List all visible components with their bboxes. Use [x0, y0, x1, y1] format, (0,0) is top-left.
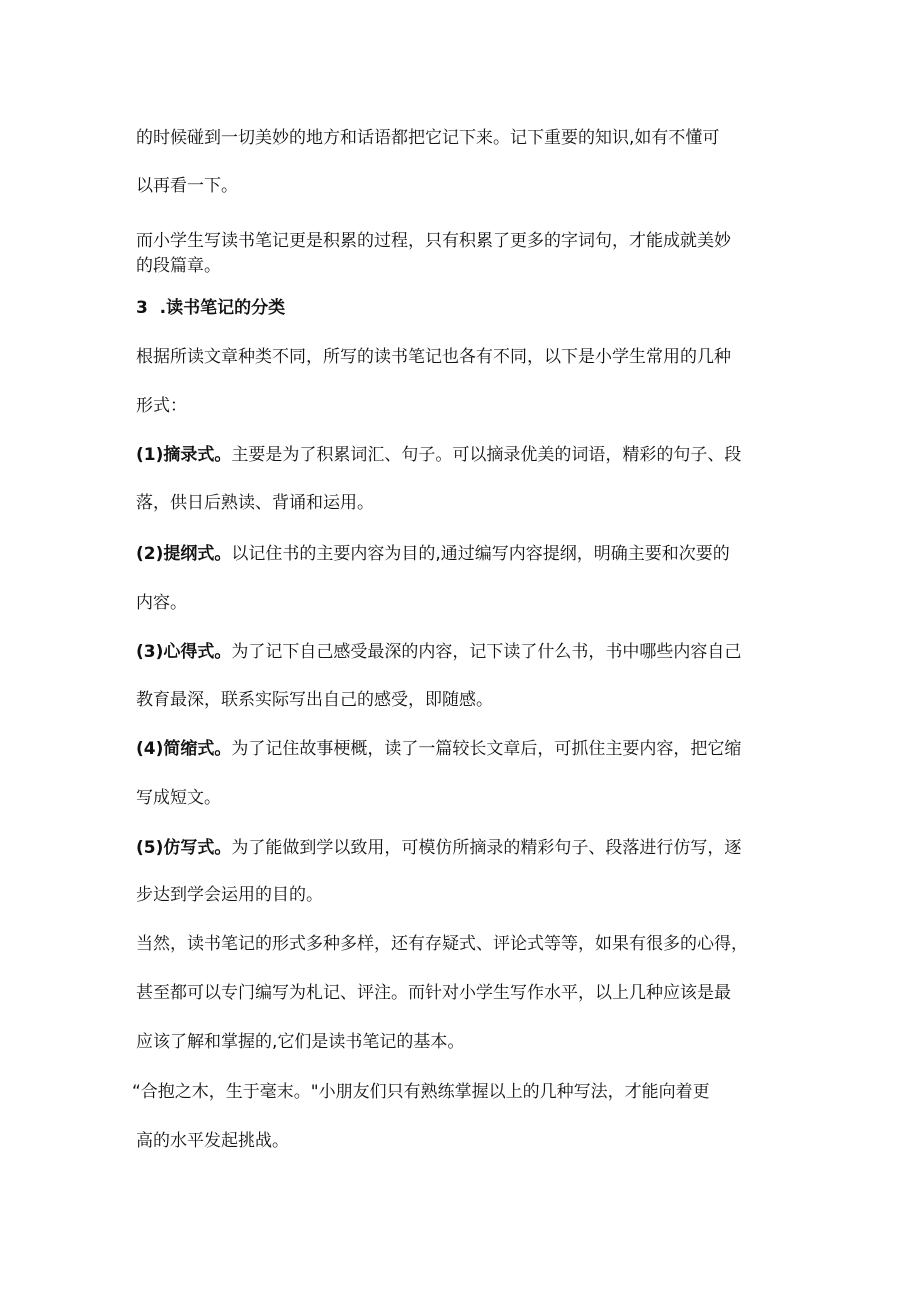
- item-2-line-2: 内容。: [136, 593, 187, 613]
- item-2-label: (2)提纲式。: [136, 544, 232, 564]
- item-4-line-1: [136, 737, 796, 761]
- paragraph-2-line-1: 而小学生写读书笔记更是积累的过程，只有积累了更多的字词句，才能成就美妙: [136, 231, 731, 251]
- paragraph-3-line-2: 形式：: [136, 396, 187, 416]
- item-1-line-2: 落，供日后熟读、背诵和运用。: [136, 493, 374, 513]
- item-5-line-1: [136, 836, 796, 860]
- paragraph-2-line-2: 的段篇章。: [136, 256, 221, 276]
- item-3-text: 为了记下自己感受最深的内容，记下读了什么书，书中哪些内容自己: [231, 642, 742, 662]
- item-4-line-2: 写成短文。: [136, 788, 221, 808]
- item-1-line-1: [136, 443, 796, 467]
- item-4-text: 为了记住故事梗概，读了一篇较长文章后，可抓住主要内容，把它缩: [231, 739, 742, 759]
- item-5-line-2: 步达到学会运用的目的。: [136, 885, 323, 905]
- paragraph-3-line-1: 根据所读文章种类不同，所写的读书笔记也各有不同，以下是小学生常用的几种: [136, 347, 731, 367]
- paragraph-1-line-2: 以再看一下。: [136, 176, 238, 196]
- paragraph-4-line-1: 当然，读书笔记的形式多种多样，还有存疑式、评论式等等，如果有很多的心得，: [136, 934, 748, 954]
- paragraph-4-line-2: 甚至都可以专门编写为札记、评注。而针对小学生写作水平，以上几种应该是最: [136, 983, 731, 1003]
- paragraph-5-line-2: 高的水平发起挑战。: [136, 1131, 289, 1151]
- section-heading: 3 .读书笔记的分类: [136, 298, 286, 318]
- item-2-line-1: [136, 542, 796, 566]
- item-3-line-1: [136, 640, 796, 664]
- item-1-label: (1)摘录式。: [136, 445, 232, 465]
- paragraph-4-line-3: 应该了解和掌握的,它们是读书笔记的基本。: [136, 1032, 465, 1052]
- item-5-text: 为了能做到学以致用，可模仿所摘录的精彩句子、段落进行仿写，逐: [231, 838, 742, 858]
- item-4-label: (4)简缩式。: [136, 739, 232, 759]
- item-5-label: (5)仿写式。: [136, 838, 232, 858]
- paragraph-1-line-1: 的时候碰到一切美妙的地方和话语都把它记下来。记下重要的知识,如有不懂可: [136, 128, 720, 148]
- paragraph-5-line-1: “合抱之木，生于毫末。"小朋友们只有熟练掌握以上的几种写法，才能向着更: [132, 1082, 710, 1102]
- item-2-text: 以记住书的主要内容为目的,通过编写内容提纲，明确主要和次要的: [231, 544, 730, 564]
- item-3-line-2: 教育最深，联系实际写出自己的感受，即随感。: [136, 690, 493, 710]
- item-3-label: (3)心得式。: [136, 642, 232, 662]
- item-1-text: 主要是为了积累词汇、句子。可以摘录优美的词语，精彩的句子、段: [231, 445, 742, 465]
